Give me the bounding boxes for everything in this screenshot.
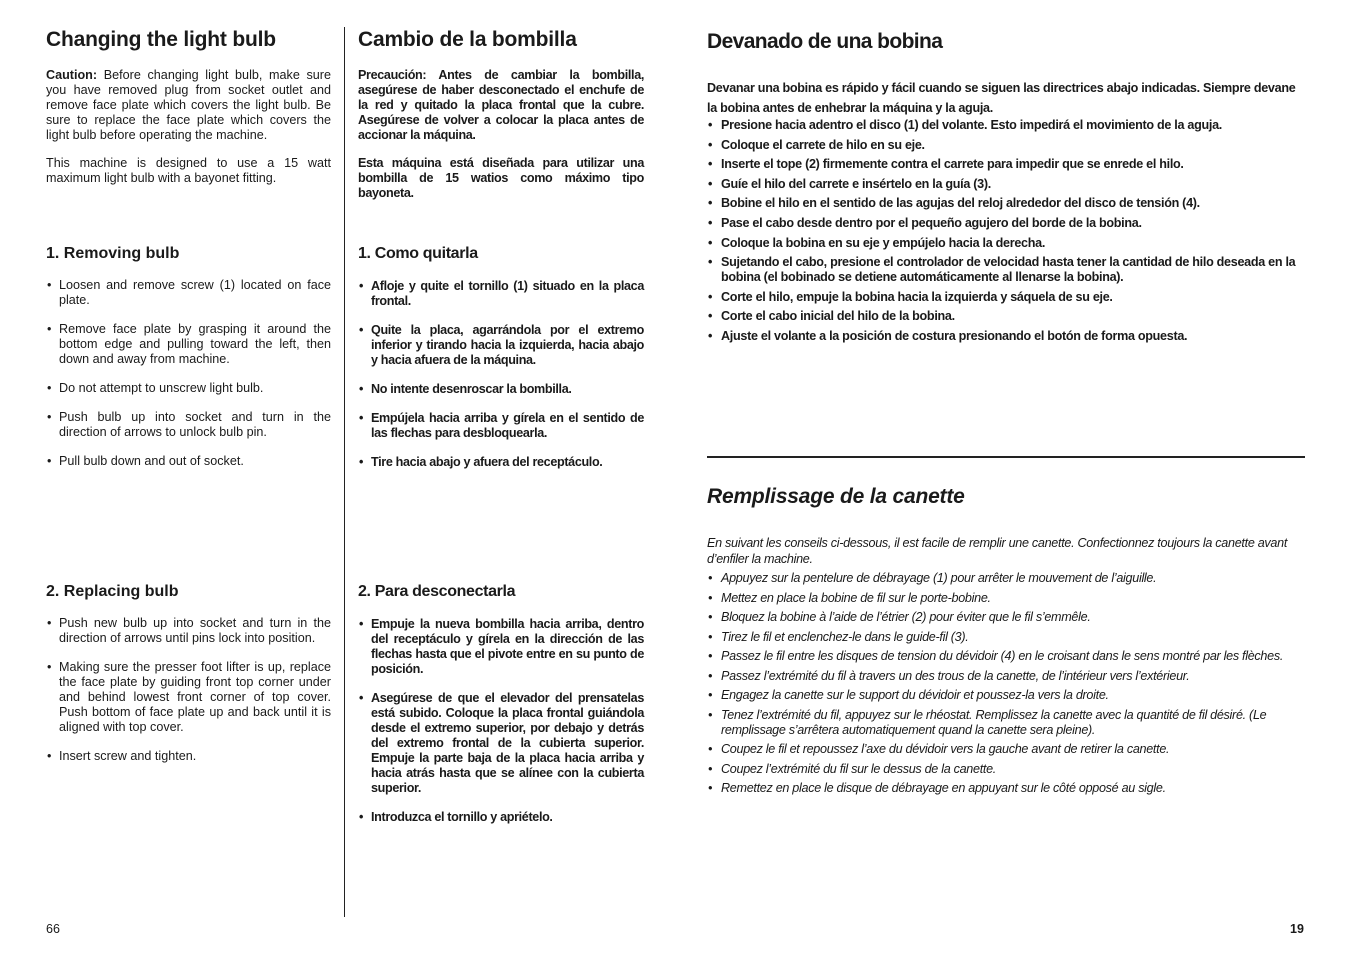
section-divider — [707, 456, 1305, 458]
list-item: • Remove face plate by grasping it around the bottom edge and pulling toward the left, then down and away from machine. — [46, 322, 331, 367]
left-page-number: 66 — [46, 922, 60, 936]
list-item: • Presione hacia adentro el disco (1) del volante. Esto impedirá el movimiento de la aguja. — [707, 118, 1305, 133]
list-item: • Coupez l’extrémité du fil sur le dessus de la canette. — [707, 762, 1305, 777]
list-item: • Passez le fil entre les disques de tension du dévidoir (4) en le croisant dans le sens montré par les flèches. — [707, 649, 1305, 664]
list-item: • Passez l’extrémité du fil à travers un des trous de la canette, de l’intérieur vers l’extérieur. — [707, 669, 1305, 684]
es-title: Cambio de la bombilla — [358, 28, 577, 51]
list-item: • Insert screw and tighten. — [46, 749, 331, 764]
list-item: • Coloque el carrete de hilo en su eje. — [707, 138, 1305, 153]
devanado-intro: Devanar una bobina es rápido y fácil cuando se siguen las directrices abajo indicadas. Siempre devane la bobina antes de enhebrar la máquina y la aguja. — [707, 81, 1296, 115]
list-item: • Remettez en place le disque de débrayage en appuyant sur le côté opposé au sigle. — [707, 781, 1305, 796]
en-title: Changing the light bulb — [46, 28, 276, 51]
list-item: • Push new bulb up into socket and turn in the direction of arrows until pins lock into position. — [46, 616, 331, 646]
list-item: • Empuje la nueva bombilla hacia arriba, dentro del receptáculo y gírela en la dirección de las flechas hasta que el pivote entre en su punto de posición. — [358, 617, 644, 677]
column-divider — [344, 27, 345, 917]
list-item: • Do not attempt to unscrew light bulb. — [46, 381, 331, 396]
en-info: This machine is designed to use a 15 watt maximum light bulb with a bayonet fitting. — [46, 156, 331, 185]
en-caution-text: Before changing light bulb, make sure you have removed plug from socket outlet and remove face plate which covers the light bulb. Be sure to replace the face plate which covers the light bulb before operating the machine. — [46, 68, 331, 142]
list-item: • Tenez l’extrémité du fil, appuyez sur le rhéostat. Remplissez la canette avec la quantité de fil désiré. (Le remplissage s’arrêtera automatiquement quand la canette sera pleine). — [707, 708, 1305, 738]
en-caution — [46, 68, 331, 143]
en-caution-label: Caution: — [46, 68, 98, 82]
list-item: • Push bulb up into socket and turn in the direction of arrows to unlock bulb pin. — [46, 410, 331, 440]
list-item: • Empújela hacia arriba y gírela en el sentido de las flechas para desbloquearla. — [358, 411, 644, 441]
list-item: • Coupez le fil et repoussez l’axe du dévidoir vers la gauche avant de retirer la canette. — [707, 742, 1305, 757]
list-item: • Mettez en place la bobine de fil sur le porte-bobine. — [707, 591, 1305, 606]
list-item: • Corte el cabo inicial del hilo de la bobina. — [707, 309, 1305, 324]
list-item: • Pase el cabo desde dentro por el pequeño agujero del borde de la bobina. — [707, 216, 1305, 231]
list-item: • Tirez le fil et enclenchez-le dans le guide-fil (3). — [707, 630, 1305, 645]
list-item: • Guíe el hilo del carrete e insértelo en la guía (3). — [707, 177, 1305, 192]
en-section2-list — [46, 616, 331, 778]
right-page-number: 19 — [1290, 922, 1304, 936]
list-item: • No intente desenroscar la bombilla. — [358, 382, 644, 397]
remplissage-list — [707, 571, 1305, 801]
es-info: Esta máquina está diseñada para utilizar una bombilla de 15 watios como máximo tipo bayoneta. — [358, 156, 644, 200]
list-item: • Ajuste el volante a la posición de costura presionando el botón de forma opuesta. — [707, 329, 1305, 344]
list-item: • Pull bulb down and out of socket. — [46, 454, 331, 469]
list-item: • Making sure the presser foot lifter is up, replace the face plate by guiding front top corner under and behind lowest front corner of top cover. Push bottom of face plate up and back until it is aligned with top cover. — [46, 660, 331, 735]
list-item: • Corte el hilo, empuje la bobina hacia la izquierda y sáquela de su eje. — [707, 290, 1305, 305]
list-item: • Bloquez la bobine à l’aide de l’étrier (2) pour éviter que le fil s’emmêle. — [707, 610, 1305, 625]
en-section1-title: 1. Removing bulb — [46, 245, 180, 262]
es-section2-list — [358, 617, 644, 839]
list-item: • Quite la placa, agarrándola por el extremo inferior y tirando hacia la izquierda, hacia abajo y hacia afuera de la máquina. — [358, 323, 644, 368]
list-item: • Asegúrese de que el elevador del prensatelas está subido. Coloque la placa frontal guiándola desde el extremo superior, por debajo y detrás del extremo frontal de la cubierta superior. Empuje la parte baja de la placa hacia arriba y hacia atrás hasta que se alínee con la cubierta superior. — [358, 691, 644, 796]
devanado-title: Devanado de una bobina — [707, 30, 943, 53]
es-caution — [358, 68, 644, 143]
list-item: • Introduzca el tornillo y apriételo. — [358, 810, 644, 825]
en-section1-list — [46, 278, 331, 483]
en-section2-title: 2. Replacing bulb — [46, 583, 179, 600]
devanado-list — [707, 118, 1305, 349]
list-item: • Coloque la bobina en su eje y empújelo hacia la derecha. — [707, 236, 1305, 251]
list-item: • Afloje y quite el tornillo (1) situado en la placa frontal. — [358, 279, 644, 309]
es-caution-text: Antes de cambiar la bombilla, asegúrese de haber desconectado el enchufe de la red y quitado la placa frontal que la cubre. Asegúrese de volver a colocar la placa antes de accionar la máquina. — [358, 68, 644, 142]
list-item: • Engagez la canette sur le support du dévidoir et poussez-la vers la droite. — [707, 688, 1305, 703]
es-section1-list — [358, 279, 644, 484]
es-section2-title: 2. Para desconectarla — [358, 583, 516, 600]
list-item: • Bobine el hilo en el sentido de las agujas del reloj alrededor del disco de tensión (4). — [707, 196, 1305, 211]
es-caution-label: Precaución: — [358, 68, 427, 82]
list-item: • Sujetando el cabo, presione el controlador de velocidad hasta tener la cantidad de hilo deseada en la bobina (el bobinado se detiene automáticamente al llenarse la bobina). — [707, 255, 1305, 285]
list-item: • Tire hacia abajo y afuera del receptáculo. — [358, 455, 644, 470]
remplissage-intro: En suivant les conseils ci-dessous, il est facile de remplir une canette. Confectionnez toujours la canette avant d’enfiler la machine. — [707, 536, 1288, 566]
es-section1-title: 1. Como quitarla — [358, 245, 478, 262]
remplissage-title: Remplissage de la canette — [707, 485, 965, 508]
list-item: • Inserte el tope (2) firmemente contra el carrete para impedir que se enrede el hilo. — [707, 157, 1305, 172]
list-item: • Loosen and remove screw (1) located on face plate. — [46, 278, 331, 308]
list-item: • Appuyez sur la pentelure de débrayage (1) pour arrêter le mouvement de l’aiguille. — [707, 571, 1305, 586]
